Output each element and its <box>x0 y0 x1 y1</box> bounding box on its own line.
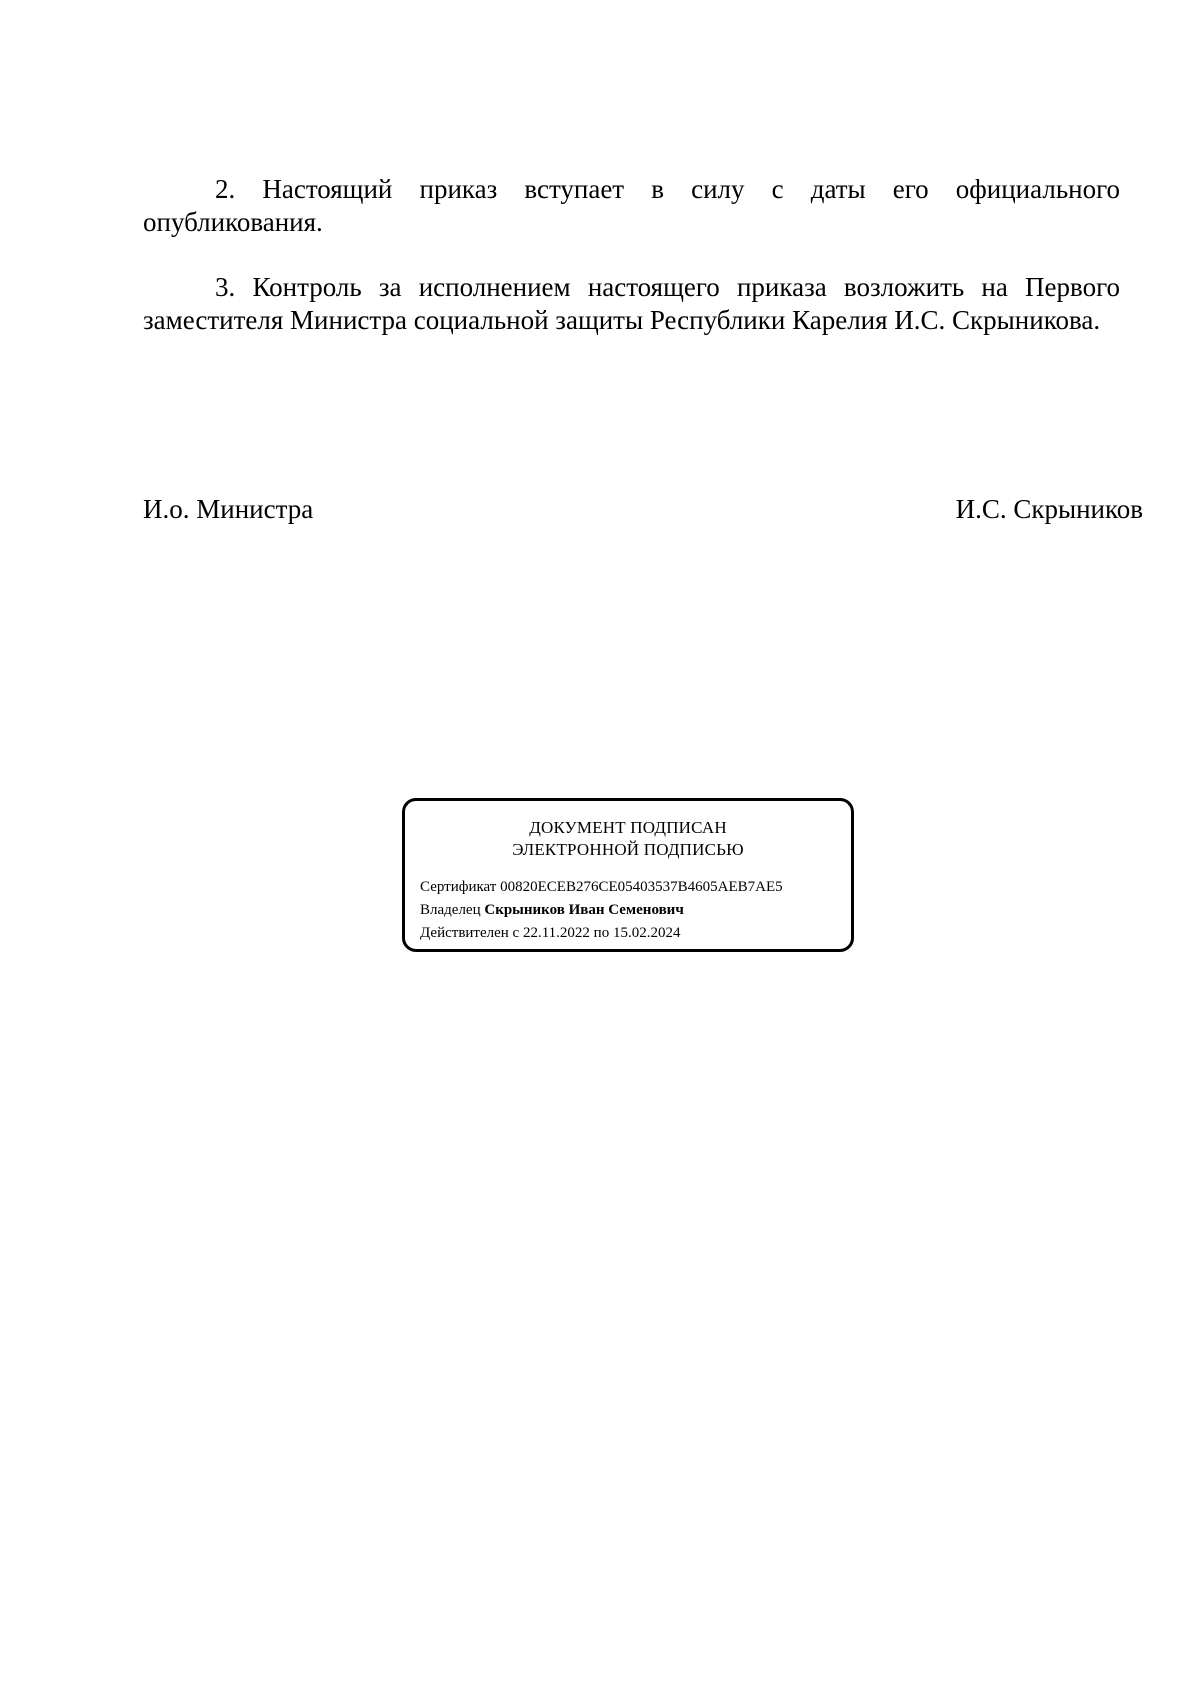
stamp-certificate-row <box>420 877 783 897</box>
stamp-validity-from: 22.11.2022 <box>522 925 590 941</box>
paragraph-control: 3. Контроль за исполнением настоящего приказа возложить на Первого заместителя Министра социальной защиты Республики Карелия И.С. Скрыникова. <box>143 272 1120 335</box>
stamp-heading <box>405 817 851 861</box>
paragraph-effective-date: 2. Настоящий приказ вступает в силу с даты его официального опубликования. <box>143 174 1120 237</box>
signatory-title: И.о. Министра <box>143 494 314 524</box>
stamp-validity-from-label: Действителен с <box>420 925 520 941</box>
stamp-heading-line1: ДОКУМЕНТ ПОДПИСАН <box>529 818 727 837</box>
stamp-heading-line2: ЭЛЕКТРОННОЙ ПОДПИСЬЮ <box>512 840 744 859</box>
stamp-owner-value: Скрыников Иван Семенович <box>484 902 684 918</box>
stamp-owner-row <box>420 900 684 920</box>
signatory-name: И.С. Скрыников <box>955 494 1143 524</box>
electronic-signature-stamp <box>402 798 854 952</box>
stamp-owner-label: Владелец <box>420 902 481 918</box>
stamp-certificate-label: Сертификат <box>420 879 497 895</box>
stamp-certificate-value: 00820ECEB276CE05403537B4605AEB7AE5 <box>500 879 783 895</box>
stamp-validity-row <box>420 923 680 943</box>
stamp-validity-to: 15.02.2024 <box>612 925 681 941</box>
stamp-validity-to-label: по <box>593 925 610 941</box>
